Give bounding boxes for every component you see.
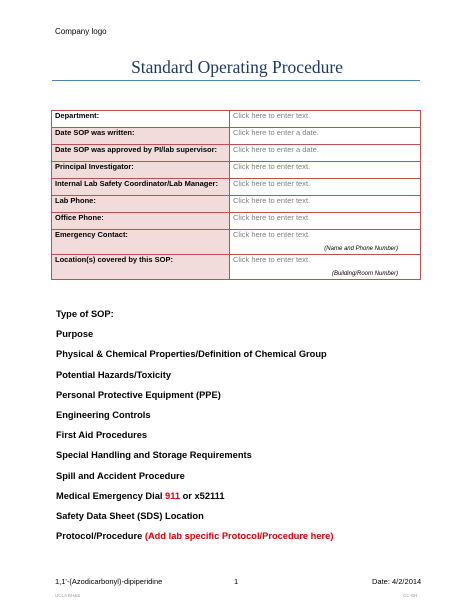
footer-small-left: UCLA EH&S [55, 593, 81, 598]
table-row [52, 162, 421, 179]
protocol-prefix: Protocol/Procedure [56, 531, 145, 542]
sds-heading: Safety Data Sheet (SDS) Location [56, 510, 204, 521]
first-aid-heading: First Aid Procedures [56, 430, 148, 441]
date-written-label: Date SOP was written: [52, 128, 230, 145]
date-written-field[interactable]: Click here to enter a date. [230, 128, 421, 145]
table-row [52, 179, 421, 196]
emergency-contact-cell [230, 230, 421, 255]
principal-investigator-field[interactable]: Click here to enter text. [230, 162, 421, 179]
medical-emergency-heading [56, 490, 333, 510]
spill-heading: Spill and Accident Procedure [56, 470, 185, 481]
title-underline [52, 80, 420, 81]
sop-sections [56, 308, 333, 550]
table-row [52, 255, 421, 280]
department-field[interactable]: Click here to enter text. [230, 111, 421, 128]
emergency-number: 911 [165, 490, 181, 501]
type-of-sop-heading: Type of SOP: [56, 309, 114, 319]
location-cell [230, 255, 421, 280]
table-row [52, 128, 421, 145]
lab-phone-label: Lab Phone: [52, 196, 230, 213]
location-field[interactable]: Click here to enter text. [233, 255, 311, 264]
page-title: Standard Operating Procedure [131, 57, 343, 77]
safety-coordinator-field[interactable]: Click here to enter text. [230, 179, 421, 196]
safety-coordinator-label: Internal Lab Safety Coordinator/Lab Manager: [52, 179, 230, 196]
ppe-heading: Personal Protective Equipment (PPE) [56, 389, 221, 400]
hazards-heading: Potential Hazards/Toxicity [56, 369, 172, 380]
footer-page-number: 1 [234, 577, 239, 586]
date-approved-label: Date SOP was approved by PI/lab supervisor: [52, 145, 230, 162]
date-approved-field[interactable]: Click here to enter a date. [230, 145, 421, 162]
footer-date: Date: 4/2/2014 [372, 577, 422, 586]
properties-heading: Physical & Chemical Properties/Definition of Chemical Group [56, 349, 327, 360]
footer-chemical-name: 1,1'-(Azodicarbonyl)-dipiperidine [55, 577, 163, 586]
emergency-contact-field[interactable]: Click here to enter text. [233, 230, 311, 239]
table-row [52, 111, 421, 128]
office-phone-label: Office Phone: [52, 213, 230, 230]
sop-info-table [51, 110, 421, 280]
footer-small-right: CC-SH [403, 593, 418, 598]
protocol-instruction: (Add lab specific Protocol/Procedure here) [144, 531, 334, 542]
office-phone-field[interactable]: Click here to enter text. [230, 213, 421, 230]
table-row [52, 196, 421, 213]
table-row [52, 213, 421, 230]
medical-emergency-suffix: or x52111 [180, 490, 225, 501]
department-label: Department: [52, 111, 230, 128]
location-hint: (Building/Room Number) [331, 271, 398, 277]
medical-emergency-prefix: Medical Emergency Dial [56, 490, 166, 501]
table-row [52, 230, 421, 255]
location-label: Location(s) covered by this SOP: [52, 255, 230, 280]
lab-phone-field[interactable]: Click here to enter text. [230, 196, 421, 213]
storage-heading: Special Handling and Storage Requirements [56, 450, 252, 461]
principal-investigator-label: Principal Investigator: [52, 162, 230, 179]
engineering-controls-heading: Engineering Controls [56, 409, 151, 420]
protocol-heading [56, 530, 333, 550]
emergency-contact-hint: (Name and Phone Number) [324, 246, 398, 252]
table-row [52, 145, 421, 162]
emergency-contact-label: Emergency Contact: [52, 230, 230, 255]
company-logo-text: Company logo [55, 27, 107, 36]
purpose-heading: Purpose [56, 329, 94, 340]
